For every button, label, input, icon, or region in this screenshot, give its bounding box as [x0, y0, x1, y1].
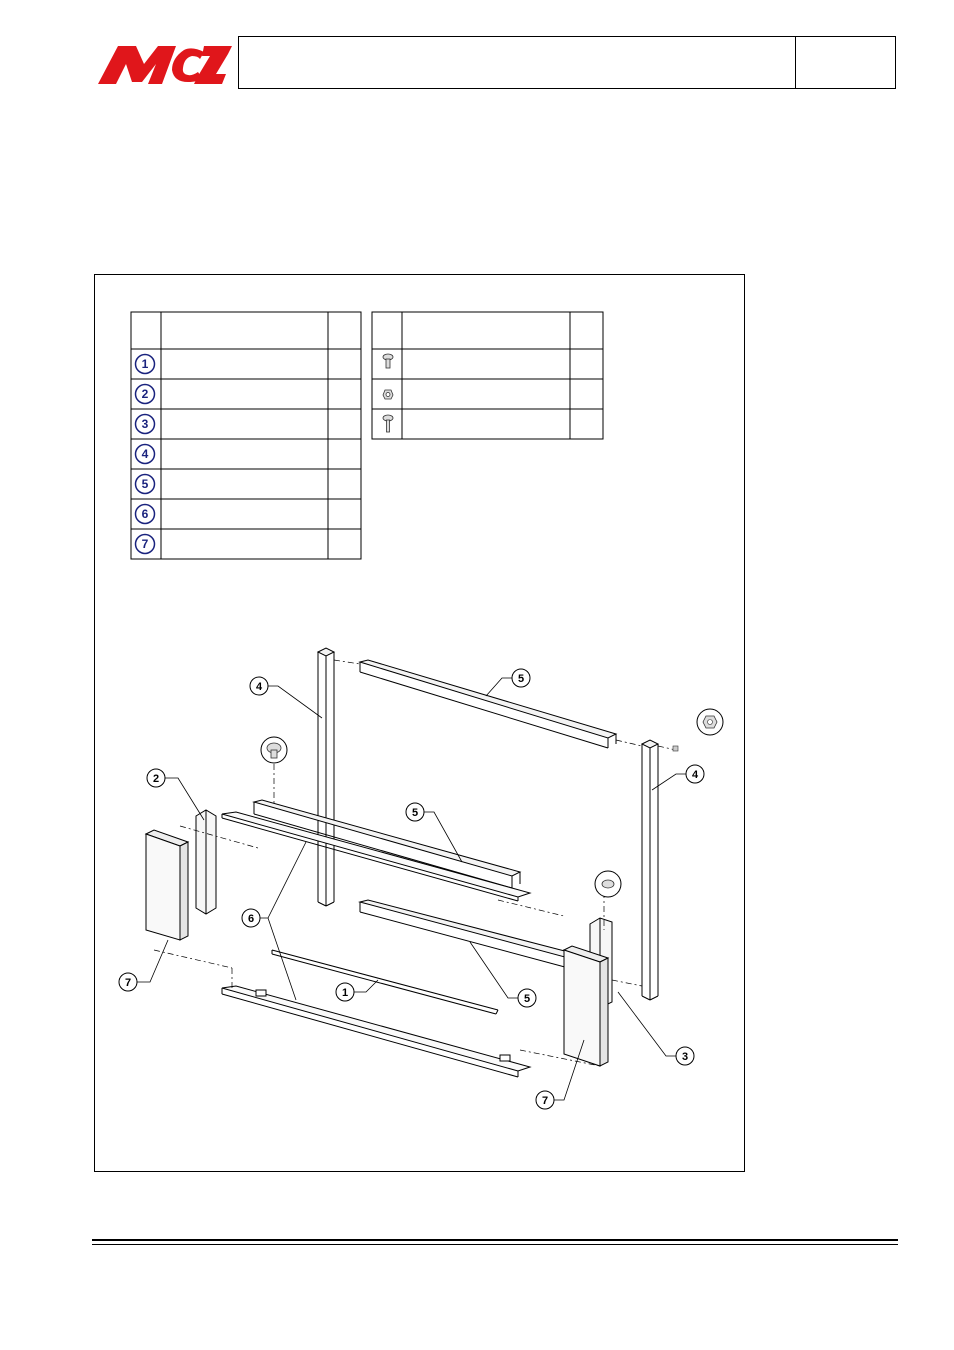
ref-badge-4 [136, 445, 155, 464]
lower-front-panel-part-6 [222, 986, 530, 1077]
ref-number: 7 [141, 537, 149, 551]
bolt-icon [383, 415, 393, 432]
callout-number: 3 [681, 1051, 689, 1063]
left-upright-part-4 [318, 648, 334, 906]
ref-number: 1 [141, 357, 149, 371]
ref-number: 2 [141, 387, 149, 401]
hardware-table [372, 312, 603, 439]
callout-4-left-upright [250, 677, 268, 695]
middle-crossbar-part-5 [254, 800, 520, 888]
top-crossbar-part-5 [360, 660, 616, 748]
screw-icon [383, 354, 393, 368]
screw-detail-bubble-upper [261, 737, 287, 763]
callout-5-lower-crossbar [518, 989, 536, 1007]
callout-5-middle-crossbar [406, 803, 424, 821]
ref-number: 3 [141, 417, 149, 431]
assembly-lines [146, 648, 658, 1077]
parts-table [131, 312, 361, 559]
callout-4-right-upright [686, 765, 704, 783]
right-upright-part-4 [642, 740, 658, 1000]
callout-7-left-side-panel [119, 973, 137, 991]
callout-2-left-bracket [147, 769, 165, 787]
callout-number: 7 [541, 1095, 549, 1107]
ref-number: 6 [141, 507, 149, 521]
parts-table-refs [136, 355, 155, 554]
nut-icon [383, 390, 393, 399]
ref-number: 5 [141, 477, 149, 491]
ref-badge-6 [136, 505, 155, 524]
left-side-panel-part-7 [146, 830, 188, 940]
callout-number: 4 [691, 769, 699, 781]
callout-1-rod [336, 983, 354, 1001]
callout-number: 1 [341, 987, 349, 999]
callout-number: 2 [152, 773, 160, 785]
footer-rule-thick [92, 1239, 898, 1241]
callout-7-right-side-panel [536, 1091, 554, 1109]
callout-number: 6 [247, 913, 255, 925]
ref-badge-2 [136, 385, 155, 404]
left-bracket-part-2 [196, 810, 216, 914]
rod-part-1 [272, 950, 498, 1014]
ref-number: 4 [141, 447, 149, 461]
callout-number: 5 [523, 993, 531, 1005]
callout-number: 5 [517, 673, 525, 685]
callout-number: 5 [411, 807, 419, 819]
right-side-panel-part-7 [564, 946, 608, 1066]
callout-6-front-panels [242, 909, 260, 927]
screw-detail-bubble-right [595, 871, 621, 897]
upper-front-panel-part-6 [222, 812, 530, 901]
ref-badge-1 [136, 355, 155, 374]
footer-rule-thin [92, 1244, 898, 1245]
callout-number: 4 [255, 681, 263, 693]
callout-3-right-bracket [676, 1047, 694, 1065]
nut-detail-bubble [673, 709, 723, 751]
ref-badge-7 [136, 535, 155, 554]
lower-crossbar-part-5 [360, 900, 584, 970]
callout-number: 7 [124, 977, 132, 989]
ref-badge-5 [136, 475, 155, 494]
callout-5-top-crossbar [512, 669, 530, 687]
ref-badge-3 [136, 415, 155, 434]
